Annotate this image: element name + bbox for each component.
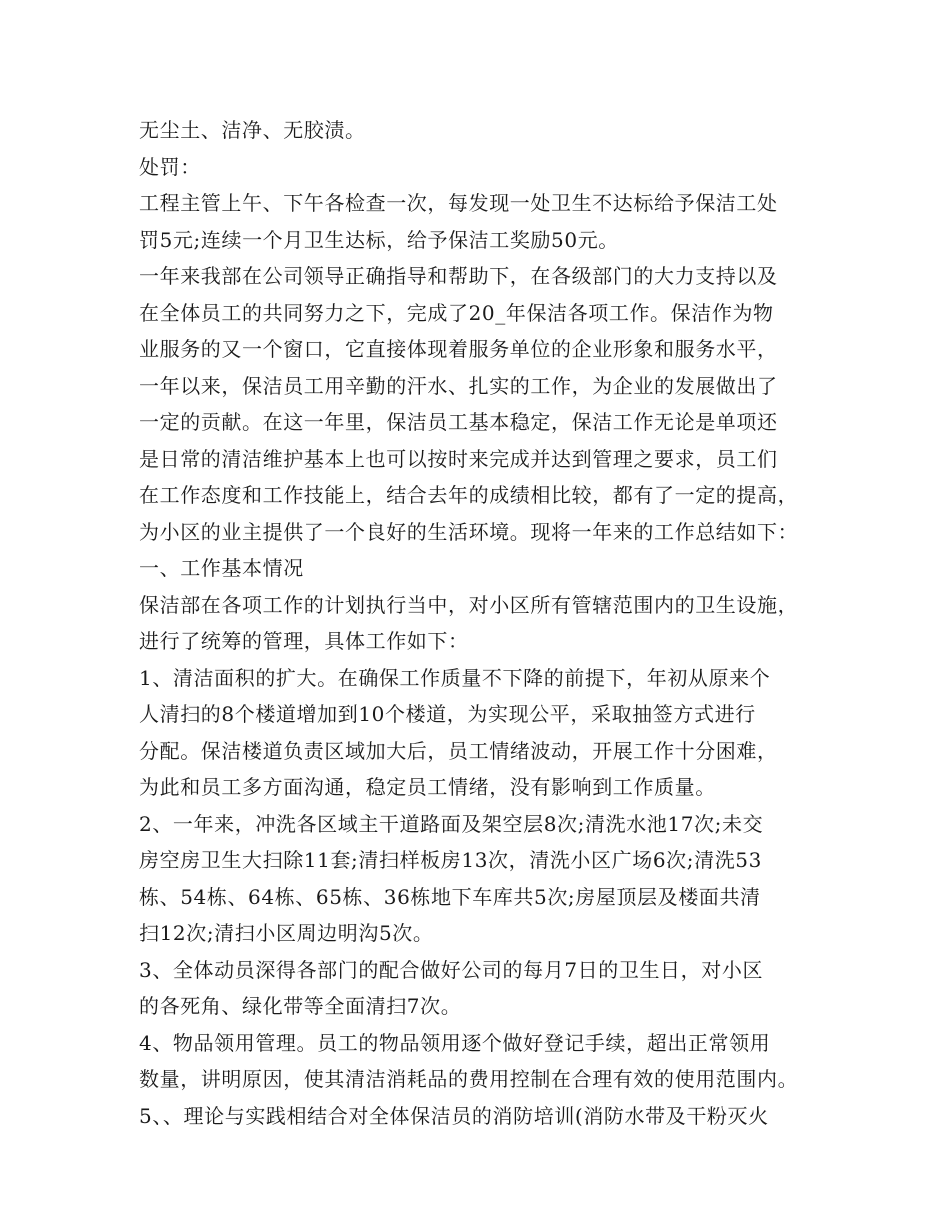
list-item-line: 为此和员工多方面沟通，稳定员工情绪，没有影响到工作质量。 bbox=[139, 775, 716, 799]
body-line: 一年来我部在公司领导正确指导和帮助下，在各级部门的大力支持以及 bbox=[139, 264, 778, 288]
body-line: 无尘土、洁净、无胶渍。 bbox=[139, 118, 366, 142]
list-item-line: 栋、54栋、64栋、65栋、36栋地下车库共5次;房屋顶层及楼面共清 bbox=[139, 884, 761, 909]
list-item-line: 扫12次;清扫小区周边明沟5次。 bbox=[139, 921, 434, 945]
list-item-line: 4、物品领用管理。员工的物品领用逐个做好登记手续，超出正常领用 bbox=[139, 1030, 771, 1055]
body-line: 一定的贡献。在这一年里，保洁员工基本稳定，保洁工作无论是单项还 bbox=[139, 410, 778, 434]
list-item-line: 1、清洁面积的扩大。在确保工作质量不下降的前提下，年初从原来个 bbox=[139, 665, 771, 690]
section-heading: 一、工作基本情况 bbox=[139, 556, 304, 580]
body-line: 工程主管上午、下午各检查一次，每发现一处卫生不达标给予保洁工处 bbox=[139, 191, 778, 215]
section-label-penalty: 处罚： bbox=[139, 154, 201, 179]
body-line: 是日常的清洁维护基本上也可以按时来完成并达到管理之要求，员工们 bbox=[139, 446, 778, 471]
list-item-line: 3、全体动员深得各部门的配合做好公司的每月7日的卫生日，对小区 bbox=[139, 957, 764, 982]
list-item-line: 的各死角、绿化带等全面清扫7次。 bbox=[139, 994, 462, 1018]
list-item-line: 房空房卫生大扫除11套;清扫样板房13次，清洗小区广场6次;清洗53 bbox=[139, 848, 762, 872]
list-item-line: 人清扫的8个楼道增加到10个楼道，为实现公平，采取抽签方式进行 bbox=[139, 702, 756, 726]
body-line: 在全体员工的共同努力之下，完成了20_年保洁各项工作。保洁作为物 bbox=[139, 300, 774, 325]
list-item-line: 数量，讲明原因，使其清洁消耗品的费用控制在合理有效的使用范围内。 bbox=[139, 1067, 799, 1091]
document-body bbox=[139, 112, 829, 1134]
body-line: 为小区的业主提供了一个良好的生活环境。现将一年来的工作总结如下： bbox=[139, 519, 799, 544]
list-item-line: 5、、理论与实践相结合对全体保洁员的消防培训(消防水带及干粉灭火 bbox=[139, 1103, 769, 1128]
body-line: 业服务的又一个窗口，它直接体现着服务单位的企业形象和服务水平， bbox=[139, 337, 778, 361]
list-item-line: 2、一年来，冲洗各区域主干道路面及架空层8次;清洗水池17次;未交 bbox=[139, 811, 764, 836]
body-line: 罚5元;连续一个月卫生达标，给予保洁工奖励50元。 bbox=[139, 227, 619, 252]
list-item-line: 分配。保洁楼道负责区域加大后，员工情绪波动，开展工作十分困难， bbox=[139, 738, 778, 763]
body-line: 保洁部在各项工作的计划执行当中，对小区所有管辖范围内的卫生设施， bbox=[139, 592, 799, 617]
body-line: 一年以来，保洁员工用辛勤的汗水、扎实的工作，为企业的发展做出了 bbox=[139, 373, 778, 398]
body-line: 进行了统筹的管理，具体工作如下： bbox=[139, 629, 469, 653]
body-line: 在工作态度和工作技能上，结合去年的成绩相比较，都有了一定的提高， bbox=[139, 483, 799, 507]
